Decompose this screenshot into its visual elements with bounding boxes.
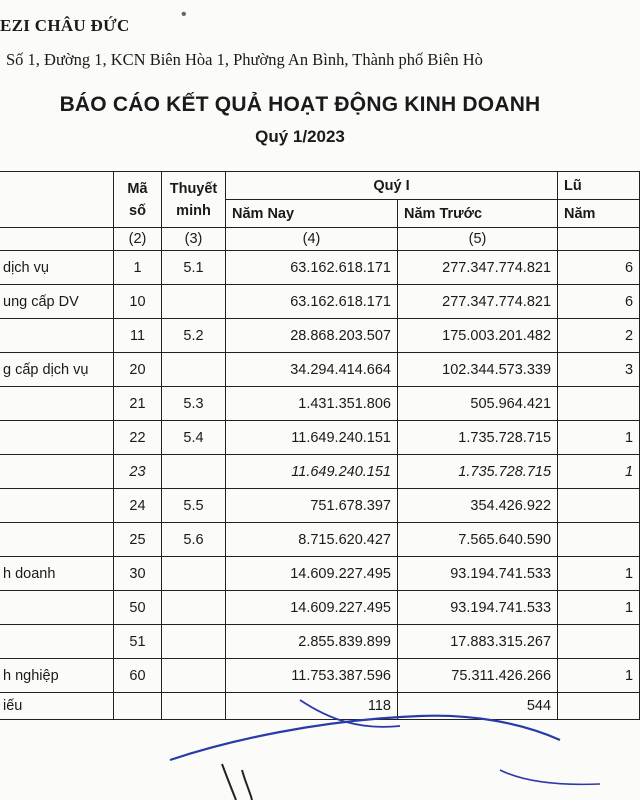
report-period: Quý 1/2023 [255, 127, 345, 146]
col-header-quarter: Quý I [226, 172, 558, 200]
row-code: 10 [114, 285, 162, 319]
row-note [162, 693, 226, 720]
table-row [0, 489, 640, 523]
row-item-name [0, 489, 114, 523]
row-current-year: 63.162.618.171 [226, 285, 398, 319]
table-row [0, 387, 640, 421]
row-previous-year: 1.735.728.715 [398, 421, 558, 455]
row-item-name [0, 625, 114, 659]
row-note: 5.4 [162, 421, 226, 455]
idx-blank [0, 228, 114, 251]
row-cumulative: 1 [558, 455, 640, 489]
report-title: BÁO CÁO KẾT QUẢ HOẠT ĐỘNG KINH DOANH [59, 93, 541, 116]
table-row [0, 251, 640, 285]
table-row [0, 659, 640, 693]
col-header-item [0, 172, 114, 228]
row-current-year: 63.162.618.171 [226, 251, 398, 285]
row-note: 5.6 [162, 523, 226, 557]
row-previous-year: 17.883.315.267 [398, 625, 558, 659]
row-previous-year: 277.347.774.821 [398, 251, 558, 285]
row-note: 5.3 [162, 387, 226, 421]
row-item-name: ung cấp DV [0, 285, 114, 319]
row-item-name [0, 591, 114, 625]
row-code: 20 [114, 353, 162, 387]
row-cumulative: 2 [558, 319, 640, 353]
row-cumulative [558, 387, 640, 421]
row-cumulative [558, 625, 640, 659]
row-code: 30 [114, 557, 162, 591]
idx-code: (2) [114, 228, 162, 251]
row-current-year: 8.715.620.427 [226, 523, 398, 557]
idx-previous: (5) [398, 228, 558, 251]
table-row [0, 523, 640, 557]
row-previous-year: 93.194.741.533 [398, 557, 558, 591]
row-cumulative [558, 523, 640, 557]
row-code: 22 [114, 421, 162, 455]
row-current-year: 751.678.397 [226, 489, 398, 523]
row-code: 1 [114, 251, 162, 285]
row-cumulative: 1 [558, 557, 640, 591]
seal-mark: • [181, 6, 187, 23]
row-note [162, 285, 226, 319]
table-row [0, 285, 640, 319]
table-row [0, 319, 640, 353]
row-current-year: 11.649.240.151 [226, 455, 398, 489]
table-row [0, 591, 640, 625]
row-previous-year: 175.003.201.482 [398, 319, 558, 353]
col-header-cumulative: Lũ [558, 172, 640, 200]
row-code: 11 [114, 319, 162, 353]
row-item-name: h nghiệp [0, 659, 114, 693]
row-cumulative: 1 [558, 421, 640, 455]
row-note [162, 625, 226, 659]
row-item-name [0, 523, 114, 557]
row-previous-year: 505.964.421 [398, 387, 558, 421]
row-code: 60 [114, 659, 162, 693]
row-code: 25 [114, 523, 162, 557]
idx-ext [558, 228, 640, 251]
company-name: EZI CHÂU ĐỨC [0, 16, 130, 35]
col-header-year-cut: Năm [558, 200, 640, 228]
table-row [0, 455, 640, 489]
row-current-year: 2.855.839.899 [226, 625, 398, 659]
row-cumulative [558, 693, 640, 720]
row-cumulative: 1 [558, 591, 640, 625]
row-previous-year: 102.344.573.339 [398, 353, 558, 387]
row-note: 5.2 [162, 319, 226, 353]
row-note [162, 455, 226, 489]
row-note: 5.1 [162, 251, 226, 285]
row-note [162, 659, 226, 693]
row-item-name: dịch vụ [0, 251, 114, 285]
row-cumulative: 6 [558, 251, 640, 285]
col-header-previous-year: Năm Trước [398, 200, 558, 228]
table-row [0, 693, 640, 720]
row-item-name [0, 387, 114, 421]
row-previous-year: 93.194.741.533 [398, 591, 558, 625]
row-previous-year: 7.565.640.590 [398, 523, 558, 557]
row-note: 5.5 [162, 489, 226, 523]
col-header-current-year: Năm Nay [226, 200, 398, 228]
row-note [162, 353, 226, 387]
col-header-note: Thuyết minh [162, 172, 226, 228]
row-previous-year: 544 [398, 693, 558, 720]
row-previous-year: 75.311.426.266 [398, 659, 558, 693]
row-cumulative: 6 [558, 285, 640, 319]
row-note [162, 591, 226, 625]
table-row [0, 353, 640, 387]
row-code [114, 693, 162, 720]
row-item-name [0, 455, 114, 489]
row-code: 21 [114, 387, 162, 421]
row-current-year: 14.609.227.495 [226, 591, 398, 625]
row-item-name: h doanh [0, 557, 114, 591]
row-note [162, 557, 226, 591]
row-item-name: g cấp dịch vụ [0, 353, 114, 387]
table-row [0, 421, 640, 455]
row-previous-year: 354.426.922 [398, 489, 558, 523]
row-item-name [0, 319, 114, 353]
row-code: 23 [114, 455, 162, 489]
row-cumulative: 3 [558, 353, 640, 387]
row-code: 51 [114, 625, 162, 659]
row-current-year: 11.753.387.596 [226, 659, 398, 693]
idx-current: (4) [226, 228, 398, 251]
company-address: Số 1, Đường 1, KCN Biên Hòa 1, Phường An Bình, Thành phố Biên Hò [6, 50, 483, 69]
row-previous-year: 1.735.728.715 [398, 455, 558, 489]
row-current-year: 1.431.351.806 [226, 387, 398, 421]
row-cumulative [558, 489, 640, 523]
row-code: 50 [114, 591, 162, 625]
row-current-year: 118 [226, 693, 398, 720]
table-row [0, 625, 640, 659]
row-item-name [0, 421, 114, 455]
row-current-year: 11.649.240.151 [226, 421, 398, 455]
row-current-year: 34.294.414.664 [226, 353, 398, 387]
row-current-year: 14.609.227.495 [226, 557, 398, 591]
table-row [0, 557, 640, 591]
row-item-name: iếu [0, 693, 114, 720]
row-code: 24 [114, 489, 162, 523]
row-cumulative: 1 [558, 659, 640, 693]
idx-note: (3) [162, 228, 226, 251]
row-current-year: 28.868.203.507 [226, 319, 398, 353]
col-header-code: Mã số [114, 172, 162, 228]
row-previous-year: 277.347.774.821 [398, 285, 558, 319]
income-statement-table [0, 171, 640, 720]
